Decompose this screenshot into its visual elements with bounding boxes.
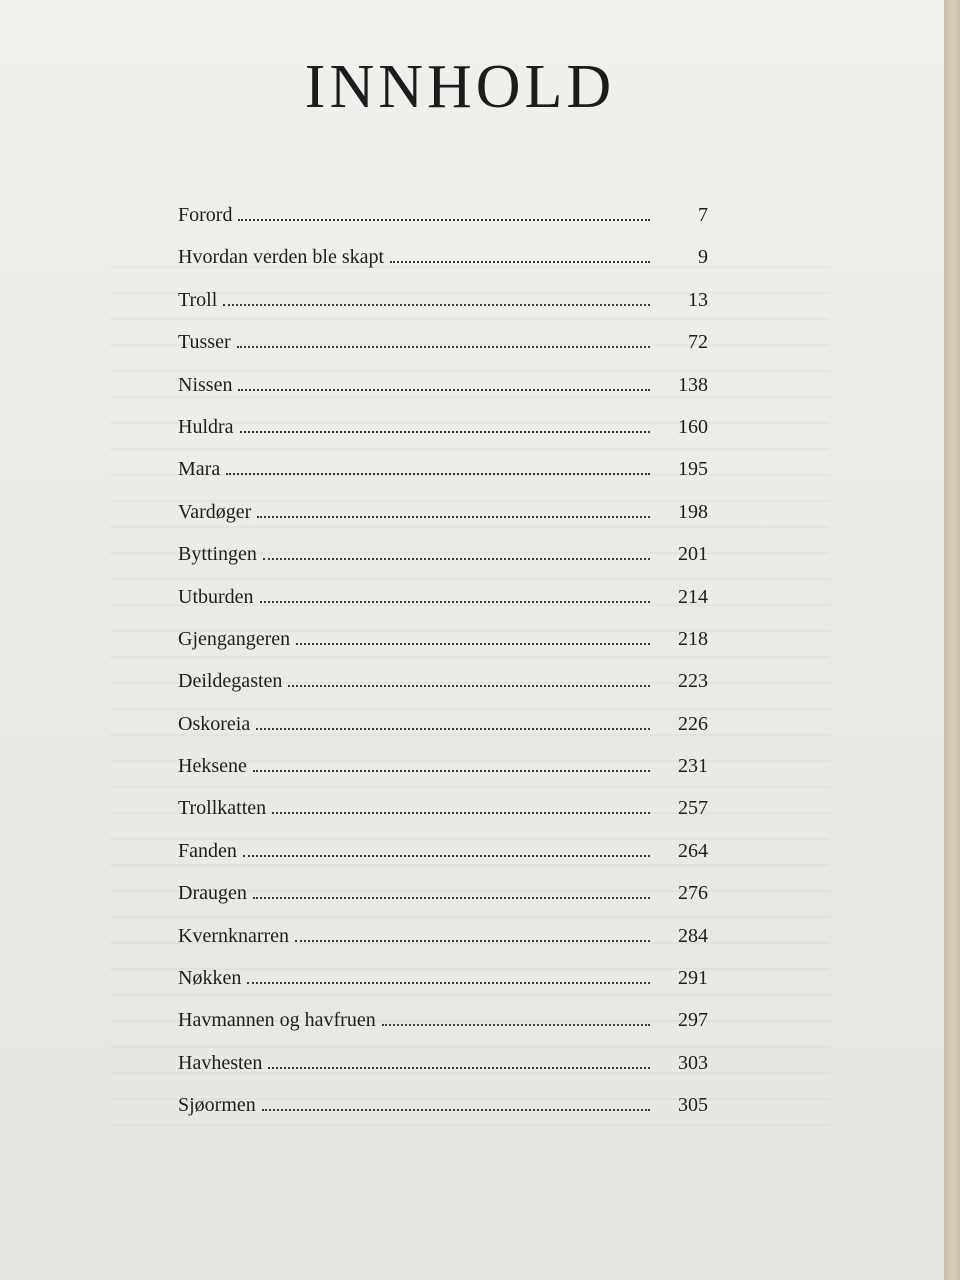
toc-entry-title: Forord [178, 204, 233, 226]
dot-leader [247, 982, 650, 984]
toc-entry-title: Sjøormen [178, 1094, 256, 1117]
toc-entry-title: Mara [178, 458, 221, 481]
toc-entry [178, 1052, 708, 1094]
toc-entry-page-number: 223 [678, 670, 708, 693]
dot-leader [257, 516, 650, 518]
dot-leader [256, 728, 650, 730]
toc-entry-title: Nøkken [178, 967, 242, 990]
toc-entry-title: Hvordan verden ble skapt [178, 246, 385, 269]
toc-entry [178, 331, 708, 373]
toc-entry-page-number: 284 [678, 924, 708, 947]
toc-entry-title: Troll [178, 288, 218, 311]
toc-entry-page-number: 231 [678, 755, 708, 778]
toc-entry [178, 1009, 708, 1051]
toc-entry-title: Vardøger [178, 500, 252, 523]
toc-entry-title: Tusser [178, 331, 231, 354]
toc-entry-page-number: 201 [678, 543, 708, 566]
toc-entry-title: Heksene [178, 755, 247, 778]
toc-entry [178, 543, 708, 585]
dot-leader [238, 389, 650, 391]
toc-entry [178, 670, 708, 712]
dot-leader [238, 219, 650, 221]
dot-leader [223, 304, 650, 306]
toc-entry-page-number: 7 [698, 204, 708, 226]
toc-entry-page-number: 226 [678, 712, 708, 735]
toc-entry-title: Utburden [178, 585, 254, 608]
toc-entry-page-number: 138 [678, 373, 708, 396]
toc-entry-page-number: 9 [698, 246, 708, 269]
toc-entry [178, 628, 708, 670]
dot-leader [296, 643, 650, 645]
toc-entry [178, 501, 708, 543]
toc-entry [178, 1094, 708, 1136]
dot-leader [262, 1109, 650, 1111]
toc-entry-title: Deildegasten [178, 670, 283, 693]
toc-entry-page-number: 13 [688, 288, 708, 311]
dot-leader [226, 473, 650, 475]
toc-entry-title: Byttingen [178, 543, 257, 566]
page-edge [944, 0, 960, 1280]
toc-entry [178, 246, 708, 288]
toc-entry [178, 458, 708, 500]
dot-leader [295, 940, 650, 942]
toc-entry [178, 882, 708, 924]
toc-entry-title: Oskoreia [178, 712, 251, 735]
toc-entry [178, 840, 708, 882]
dot-leader [272, 812, 650, 814]
toc-entry-title: Nissen [178, 373, 233, 396]
toc-entry-page-number: 160 [678, 415, 708, 438]
toc-entry [178, 204, 708, 246]
toc-entry [178, 755, 708, 797]
dot-leader [253, 897, 650, 899]
toc-entry-title: Trollkatten [178, 797, 267, 820]
toc-entry [178, 713, 708, 755]
toc-entry-page-number: 195 [678, 458, 708, 481]
dot-leader [288, 685, 650, 687]
toc-entry-title: Draugen [178, 882, 247, 905]
dot-leader [240, 431, 650, 433]
toc-entry-page-number: 276 [678, 882, 708, 905]
toc-entry-page-number: 198 [678, 500, 708, 523]
table-of-contents [178, 204, 708, 1137]
toc-entry-title: Havhesten [178, 1051, 263, 1074]
toc-entry-page-number: 264 [678, 839, 708, 862]
toc-entry [178, 586, 708, 628]
dot-leader [237, 346, 650, 348]
toc-entry-page-number: 257 [678, 797, 708, 820]
toc-entry-page-number: 291 [678, 967, 708, 990]
toc-entry [178, 797, 708, 839]
toc-entry-page-number: 218 [678, 627, 708, 650]
toc-entry-title: Huldra [178, 415, 234, 438]
toc-entry-page-number: 303 [678, 1051, 708, 1074]
toc-entry-title: Gjengangeren [178, 627, 291, 650]
toc-entry-title: Havmannen og havfruen [178, 1009, 376, 1032]
dot-leader [382, 1024, 650, 1026]
toc-entry [178, 374, 708, 416]
toc-entry-page-number: 214 [678, 585, 708, 608]
toc-entry [178, 967, 708, 1009]
toc-entry [178, 416, 708, 458]
toc-entry [178, 925, 708, 967]
toc-entry-page-number: 72 [688, 331, 708, 354]
toc-entry [178, 289, 708, 331]
dot-leader [268, 1067, 650, 1069]
dot-leader [253, 770, 650, 772]
toc-entry-page-number: 297 [678, 1009, 708, 1032]
toc-entry-title: Fanden [178, 839, 237, 862]
dot-leader [243, 855, 650, 857]
dot-leader [260, 601, 650, 603]
toc-entry-title: Kvernknarren [178, 924, 290, 947]
dot-leader [390, 261, 650, 263]
toc-entry-page-number: 305 [678, 1094, 708, 1117]
dot-leader [263, 558, 650, 560]
page-title: INNHOLD [304, 53, 616, 121]
